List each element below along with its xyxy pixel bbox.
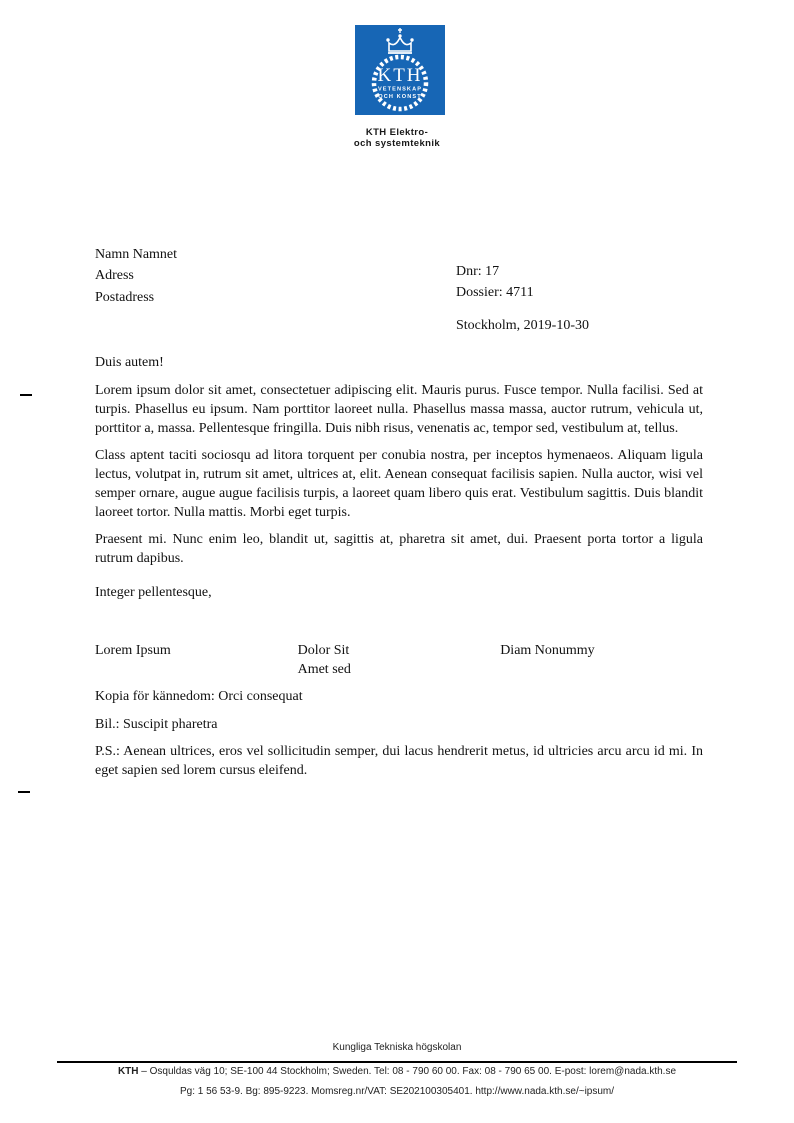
signature-name: Dolor Sit — [297, 643, 350, 658]
reference-block — [456, 261, 534, 304]
salutation: Duis autem! — [95, 355, 164, 370]
fold-mark-bottom — [18, 791, 30, 793]
footer-institution: Kungliga Tekniska högskolan — [332, 1042, 462, 1053]
cc-line: Kopia för kännedom: Orci consequat — [95, 689, 303, 704]
body-paragraph: Lorem ipsum dolor sit amet, consectetuer adipiscing elit. Mauris purus. Fusce tempor. Nulla facilisi. Sed at turpis. Phasellus eu ipsum. Nam porttitor laoreet nulla. Phasellus massa massa, auctor rutrum, vehicula ut, porttitor a, massa. Pellentesque fringilla. Duis nibh risus, venenatis ac, tempor sed, vestibulum at, tellus. — [95, 383, 703, 436]
department-name-line2: och systemteknik — [353, 138, 441, 149]
department-name-line1: KTH Elektro- — [365, 127, 429, 138]
logo-motto-line1: VETENSKAP — [377, 86, 423, 93]
signature-block — [298, 641, 501, 679]
footer-contact-text: – Osquldas väg 10; SE-100 44 Stockholm; Sweden. Tel: 08 - 790 60 00. Fax: 08 - 790 65 00. E-post: lorem@nada.kth.se — [138, 1066, 677, 1077]
signature-title: Amet sed — [297, 662, 351, 677]
recipient-postal: Postadress — [95, 289, 155, 305]
footer-kth-bold: KTH — [117, 1066, 139, 1077]
recipient-address — [95, 244, 177, 308]
body-paragraph: Praesent mi. Nunc enim leo, blandit ut, sagittis at, pharetra sit amet, dui. Praesent porta tortor a ligula rutrum dapibus. — [95, 532, 703, 566]
footer-rule — [57, 1061, 737, 1063]
reference-dossier: Dossier: 4711 — [456, 285, 534, 301]
footer-registry-line: Pg: 1 56 53-9. Bg: 895-9223. Momsreg.nr/VAT: SE202100305401. http://www.nada.kth.se/~ipsum/ — [179, 1086, 615, 1097]
enclosure-line: Bil.: Suscipit pharetra — [95, 717, 218, 732]
signature-block — [95, 641, 298, 679]
place-and-date: Stockholm, 2019-10-30 — [456, 318, 589, 333]
department-name — [327, 127, 467, 149]
kth-crest-icon — [355, 25, 445, 115]
signature-name: Diam Nonummy — [500, 643, 595, 658]
logo-acronym: KTH — [377, 65, 423, 86]
recipient-name: Namn Namnet — [95, 247, 178, 262]
kth-logo — [355, 25, 445, 115]
footer-contact-line — [0, 1066, 794, 1077]
signature-block — [500, 641, 703, 679]
signature-row — [95, 641, 703, 679]
closing-phrase: Integer pellentesque, — [95, 585, 212, 600]
reference-dnr: Dnr: 17 — [456, 264, 500, 279]
letter-body — [95, 353, 703, 780]
signature-name: Lorem Ipsum — [95, 643, 171, 658]
fold-mark-top — [20, 394, 32, 396]
recipient-street: Adress — [95, 268, 134, 284]
logo-motto-line2: OCH KONST — [378, 94, 422, 100]
postscript: P.S.: Aenean ultrices, eros vel sollicitudin semper, dui lacus hendrerit metus, id ultricies arcu arcu id mi. In eget sapien sed lorem cursus eleifend. — [95, 744, 703, 778]
body-paragraph: Class aptent taciti sociosqu ad litora torquent per conubia nostra, per inceptos hymenaeos. Aliquam ligula lectus, volutpat in, rutrum sit amet, ultrices at, elit. Aenean consequat facilisis sapien. Nulla auctor, wisi vel semper ornare, augue augue facilisis turpis, a laoreet quam libero quis erat. Vestibulum sagittis. Duis blandit laoreet tortor. Nulla mattis. Morbi eget turpis. — [95, 448, 703, 520]
